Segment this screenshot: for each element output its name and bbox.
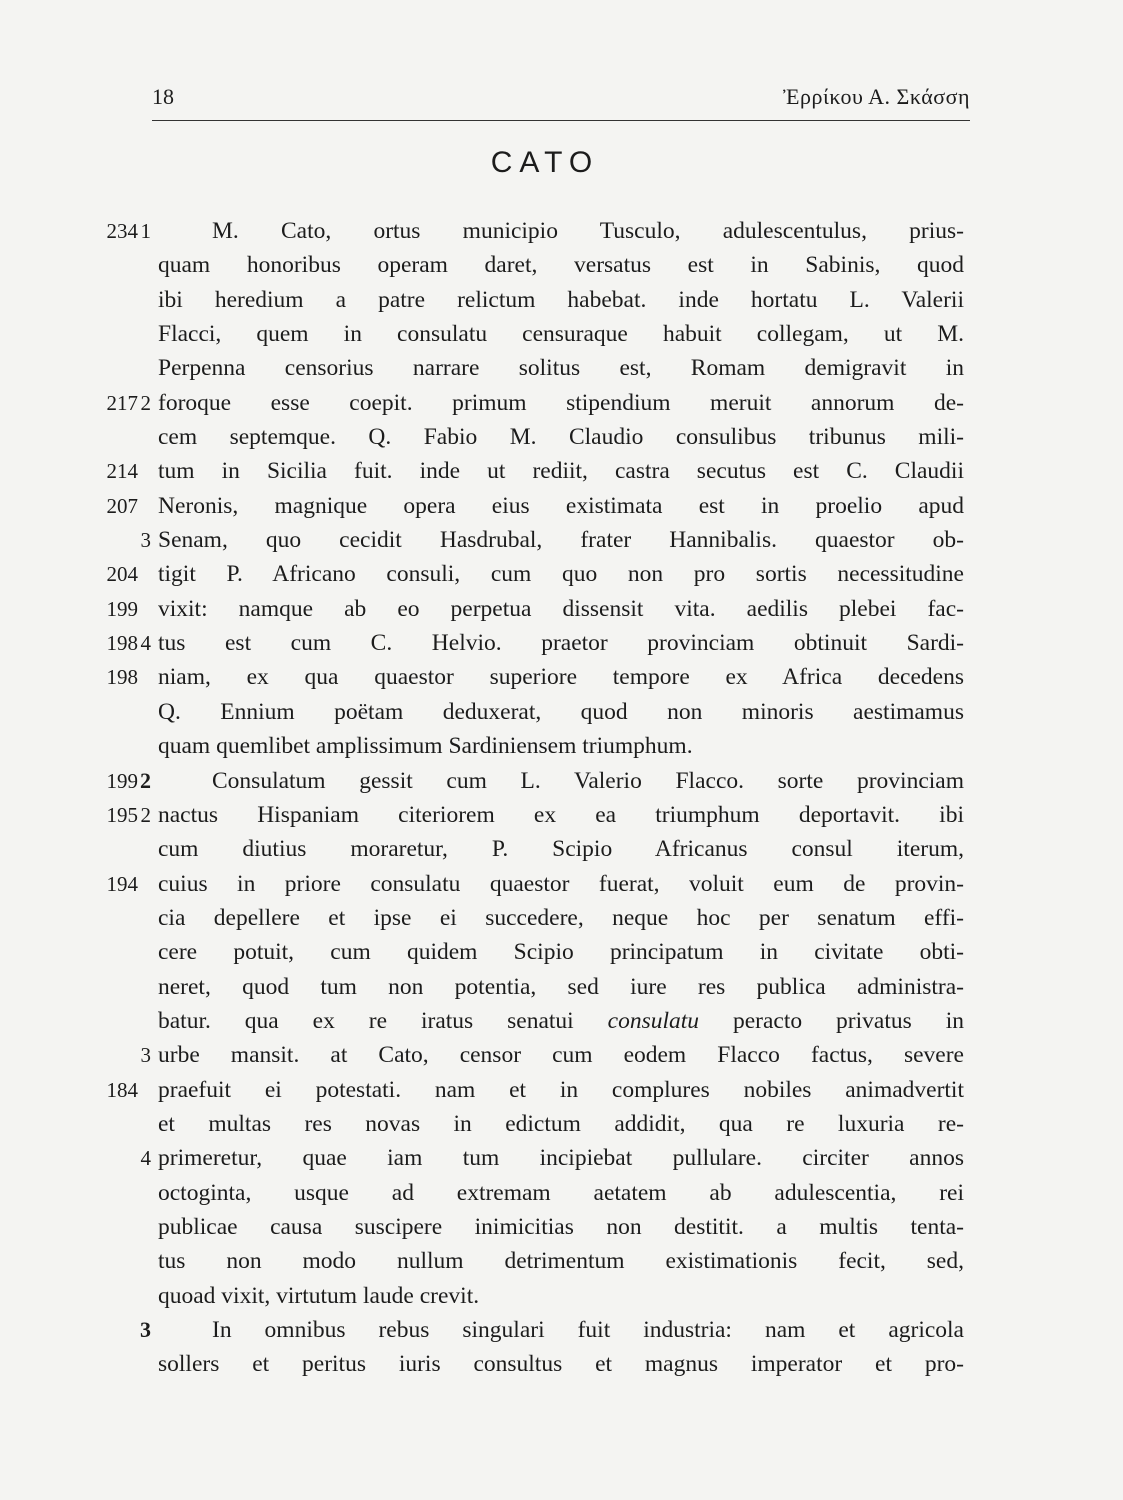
text-line (0, 1141, 1123, 1175)
line-text-part: batur. qua ex re iratus senatui (158, 1007, 608, 1034)
text-line (0, 386, 1123, 420)
text-line (0, 523, 1123, 557)
page-number: 18 (152, 84, 174, 109)
header-rule (152, 120, 970, 121)
line-text: quam quemlibet amplissimum Sardiniensem triumphum. (158, 733, 693, 760)
year-marker: 194 (106, 871, 138, 896)
year-marker: 184 (106, 1077, 138, 1102)
text-line (0, 1004, 1123, 1038)
text-line (0, 420, 1123, 454)
text-line (0, 832, 1123, 866)
paragraph-number: 2 (140, 390, 151, 415)
text-line (0, 454, 1123, 488)
text-line (0, 214, 1123, 248)
line-text: neret, quod tum non potentia, sed iure res publica administra- (158, 973, 964, 1000)
line-text: Senam, quo cecidit Hasdrubal, frater Hannibalis. quaestor ob- (158, 527, 964, 554)
line-text: In omnibus rebus singulari fuit industria: nam et agricola (212, 1317, 964, 1343)
year-marker: 214 (106, 459, 138, 484)
year-marker: 199 (106, 596, 138, 621)
paragraph-number: 4 (140, 1146, 151, 1171)
paragraph-number: 2 (140, 802, 151, 827)
chapter-number: 3 (140, 1317, 151, 1342)
year-marker: 195 (106, 802, 138, 827)
text-line (0, 248, 1123, 282)
text-line (0, 283, 1123, 317)
paragraph-number: 3 (140, 528, 151, 553)
text-line (0, 970, 1123, 1004)
year-marker: 198 (106, 631, 138, 656)
line-text: niam, ex qua quaestor superiore tempore ex Africa decedens (158, 664, 964, 691)
line-text: tum in Sicilia fuit. inde ut rediit, castra secutus est C. Claudii (158, 458, 964, 485)
line-text: et multas res novas in edictum addidit, qua re luxuria re- (158, 1110, 964, 1137)
line-text: Flacci, quem in consulatu censuraque habuit collegam, ut M. (158, 321, 964, 348)
line-text: nactus Hispaniam citeriorem ex ea triumphum deportavit. ibi (158, 801, 964, 828)
text-line (0, 901, 1123, 935)
year-marker: 198 (106, 665, 138, 690)
line-text: praefuit ei potestati. nam et in complures nobiles animadvertit (158, 1076, 964, 1103)
line-text (158, 1004, 964, 1038)
line-text-part: peracto privatus in (699, 1007, 964, 1034)
line-text: urbe mansit. at Cato, censor cum eodem Flacco factus, severe (158, 1042, 964, 1069)
line-text: M. Cato, ortus municipio Tusculo, adulescentulus, prius- (212, 218, 964, 244)
line-text: foroque esse coepit. primum stipendium meruit annorum de- (158, 389, 964, 416)
text-line (0, 557, 1123, 591)
line-text: octoginta, usque ad extremam aetatem ab adulescentia, rei (158, 1179, 964, 1206)
text-line (0, 592, 1123, 626)
text-line (0, 489, 1123, 523)
line-text: cum diutius moraretur, P. Scipio Africanus consul iterum, (158, 836, 964, 863)
year-marker: 217 (106, 390, 138, 415)
line-text: quoad vixit, virtutum laude crevit. (158, 1282, 480, 1309)
paragraph-number: 1 (140, 219, 151, 243)
line-text: cia depellere et ipse ei succedere, neque hoc per senatum effi- (158, 904, 964, 931)
text-line (0, 660, 1123, 694)
line-text: primeretur, quae iam tum incipiebat pullulare. circiter annos (158, 1145, 964, 1172)
text-line (0, 626, 1123, 660)
text-line (0, 695, 1123, 729)
text-line (0, 867, 1123, 901)
text-line (0, 1279, 1123, 1313)
line-text: cuius in priore consulatu quaestor fuerat, voluit eum de provin- (158, 870, 964, 897)
year-marker: 207 (106, 493, 138, 518)
line-text: quam honoribus operam daret, versatus est in Sabinis, quod (158, 252, 964, 279)
running-head: Ἐρρίκου Α. Σκάσση (783, 84, 970, 109)
line-text: vixit: namque ab eo perpetua dissensit vita. aedilis plebei fac- (158, 595, 964, 622)
line-text: Consulatum gessit cum L. Valerio Flacco. sorte provinciam (212, 767, 964, 794)
line-text: cem septemque. Q. Fabio M. Claudio consulibus tribunus mili- (158, 424, 964, 451)
text-block (0, 214, 1123, 1382)
text-line (0, 1073, 1123, 1107)
text-line (0, 1038, 1123, 1072)
paragraph-number: 4 (140, 631, 151, 656)
text-line (0, 1313, 1123, 1347)
text-line (0, 935, 1123, 969)
year-marker: 234 (106, 219, 138, 243)
text-line (0, 1210, 1123, 1244)
line-text: Q. Ennium poëtam deduxerat, quod non minoris aestimamus (158, 698, 964, 725)
year-marker: 199 (106, 768, 138, 793)
line-text: tus non modo nullum detrimentum existimationis fecit, sed, (158, 1248, 964, 1275)
line-text: ibi heredium a patre relictum habebat. inde hortatu L. Valerii (158, 286, 964, 313)
year-marker: 204 (106, 562, 138, 587)
text-line (0, 1347, 1123, 1381)
text-line (0, 1176, 1123, 1210)
text-line (0, 351, 1123, 385)
text-line (0, 798, 1123, 832)
italic-word: consulatu (607, 1007, 700, 1034)
line-text: Neronis, magnique opera eius existimata est in proelio apud (158, 492, 964, 519)
text-line (0, 1107, 1123, 1141)
line-text: cere potuit, cum quidem Scipio principatum in civitate obti- (158, 939, 964, 966)
chapter-number: 2 (140, 767, 151, 793)
page-header (152, 84, 970, 112)
text-line (0, 317, 1123, 351)
line-text: Perpenna censorius narrare solitus est, Romam demigravit in (158, 355, 964, 382)
line-text: tigit P. Africano consuli, cum quo non pro sortis necessitudine (158, 561, 964, 588)
section-title: CATO (490, 146, 600, 179)
text-line (0, 1244, 1123, 1278)
paragraph-number: 3 (140, 1043, 151, 1068)
text-line (0, 764, 1123, 798)
line-text: tus est cum C. Helvio. praetor provinciam obtinuit Sardi- (158, 630, 964, 657)
line-text: publicae causa suscipere inimicitias non destitit. a multis tenta- (158, 1213, 964, 1240)
text-line (0, 729, 1123, 763)
line-text: sollers et peritus iuris consultus et magnus imperator et pro- (158, 1351, 964, 1378)
